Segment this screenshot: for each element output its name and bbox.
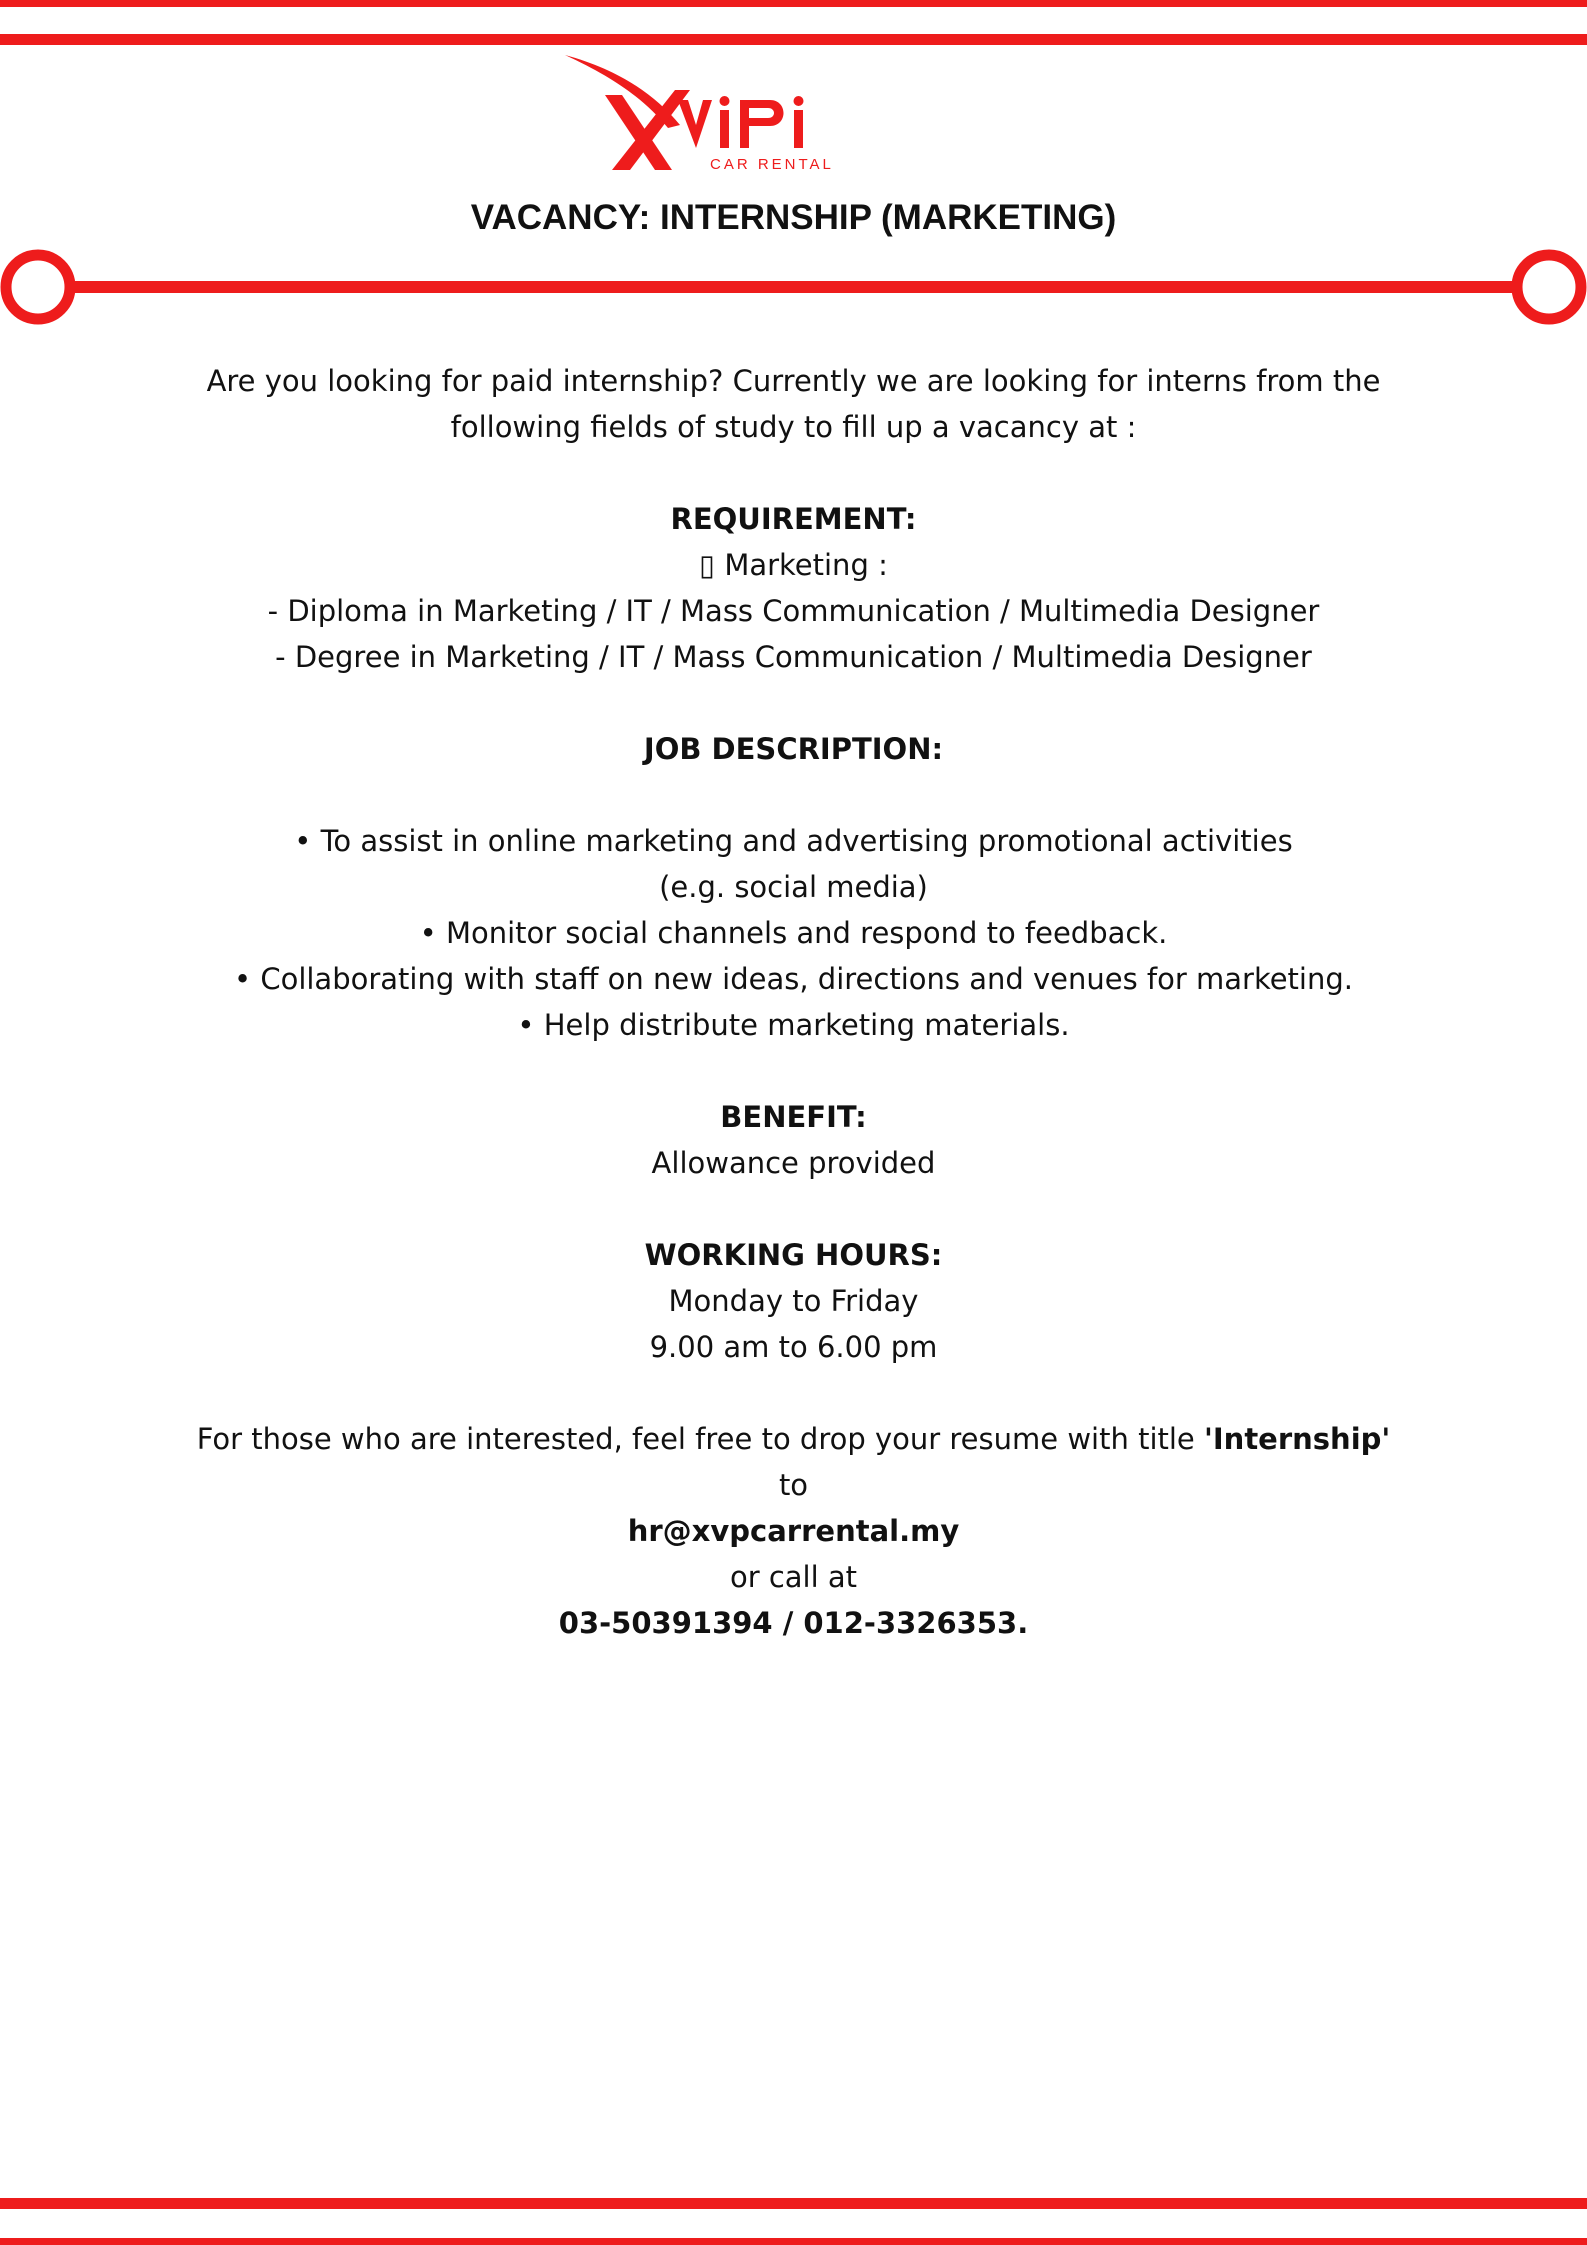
contact-prefix: For those who are interested, feel free to drop your resume with title [196,1422,1204,1456]
logo-subtitle: CAR RENTAL [710,156,834,173]
vacancy-body [0,358,1587,1646]
contact-phones[interactable]: 03-50391394 / 012-3326353. [558,1606,1029,1640]
requirement-heading: REQUIREMENT: [670,502,917,536]
job-item: (e.g. social media) [659,870,928,904]
requirement-item: - Diploma in Marketing / IT / Mass Communication / Multimedia Designer [267,594,1320,628]
bottom-border-thick [0,2198,1587,2209]
contact-line [0,1416,1587,1462]
hours-heading: WORKING HOURS: [644,1238,943,1272]
requirement-item: - Degree in Marketing / IT / Mass Communication / Multimedia Designer [275,640,1312,674]
requirement-field: ▯ Marketing : [699,548,888,582]
intro-line-2: following fields of study to fill up a vacancy at : [450,410,1137,444]
title-divider [0,240,1587,336]
page-title: VACANCY: INTERNSHIP (MARKETING) [470,198,1117,237]
bottom-border-thin [0,2238,1587,2245]
xvipi-logo [560,50,870,180]
benefit-text: Allowance provided [651,1146,936,1180]
job-heading: JOB DESCRIPTION: [643,732,944,766]
top-border-thick [0,34,1587,45]
benefit-heading: BENEFIT: [720,1100,867,1134]
intro-line-1: Are you looking for paid internship? Currently we are looking for interns from the [206,364,1381,398]
job-item: • Collaborating with staff on new ideas, directions and venues for marketing. [234,962,1353,996]
hours-time: 9.00 am to 6.00 pm [649,1330,938,1364]
job-item: • To assist in online marketing and advertising promotional activities [294,824,1293,858]
top-border-thin [0,0,1587,7]
job-item: • Monitor social channels and respond to feedback. [419,916,1168,950]
contact-to: to [778,1468,809,1502]
hours-days: Monday to Friday [668,1284,919,1318]
contact-or-call: or call at [729,1560,858,1594]
job-item: • Help distribute marketing materials. [517,1008,1070,1042]
contact-email[interactable]: hr@xvpcarrental.my [627,1514,960,1548]
contact-title: 'Internship' [1204,1422,1391,1456]
